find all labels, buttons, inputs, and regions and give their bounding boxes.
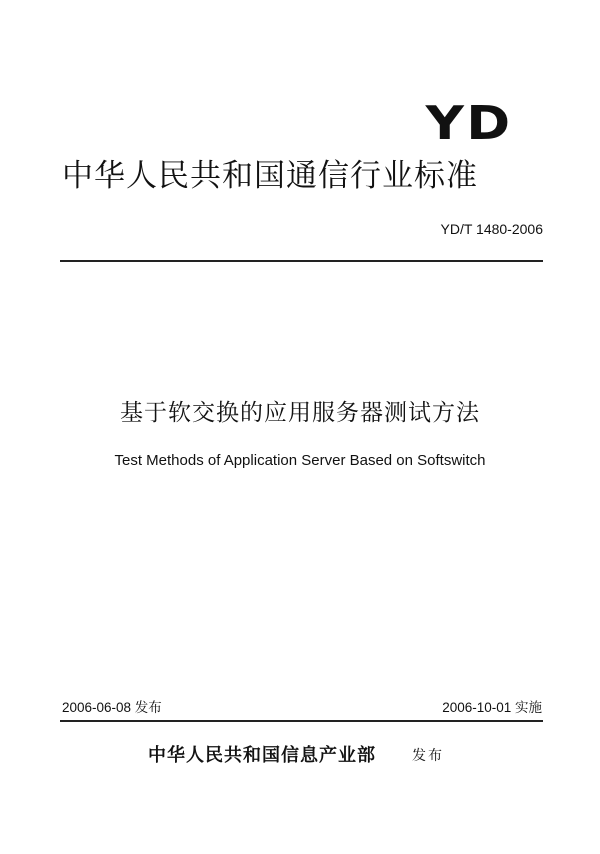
publisher-name: 中华人民共和国信息产业部 bbox=[148, 745, 376, 766]
standard-number: YD/T 1480-2006 bbox=[440, 221, 543, 237]
issue-date: 2006-06-08 发布 bbox=[62, 700, 162, 715]
footer-divider bbox=[60, 720, 543, 722]
yd-logo: YD bbox=[425, 96, 512, 150]
document-title-english: Test Methods of Application Server Based on Softswitch bbox=[114, 452, 486, 469]
implementation-date: 2006-10-01 实施 bbox=[442, 700, 542, 715]
document-title-chinese: 基于软交换的应用服务器测试方法 bbox=[120, 400, 480, 426]
publisher-suffix: 发布 bbox=[412, 748, 444, 764]
standard-category-title: 中华人民共和国通信行业标准 bbox=[62, 158, 478, 194]
header-divider bbox=[60, 260, 543, 262]
